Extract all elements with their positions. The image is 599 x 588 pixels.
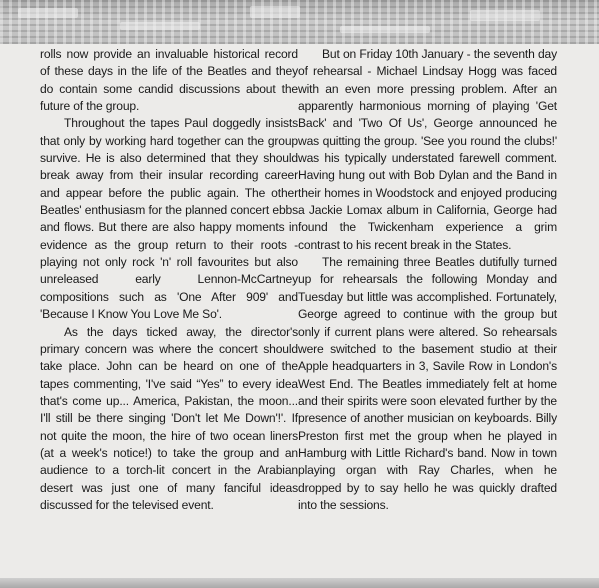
header-texture-patch [470,10,540,21]
right-text-column [298,46,557,514]
decorative-footer-band [0,578,599,588]
right-paragraph-2: The remaining three Beatles dutifully turned up for rehearsals the following Monday and Tuesday but little was accomplished. Fortunately, George agreed to continue with the group but only if current plans were altered. So rehearsals were switched to the basement studio at their Apple headquarters in 3, Savile Row in London's West End. The Beatles immediately felt at home and their spirits were soon elevated further by the presence of another musician on keyboards. Billy Preston first met the group when he played in Hamburg with Little Richard's band. Now in town playing organ with Ray Charles, when he dropped by to say hello he was quickly drafted into the sessions. [298,255,557,512]
left-paragraph-2: Throughout the tapes Paul doggedly insists that only by working hard together can the group survive. He is also determined that they should break away from their insular recording career and appear before the public again. The other Beatles' enthusiasm for the planned concert ebbs and flows. But there are also happy moments in evidence as the group return to their roots - playing not only rock 'n' roll favourites but also unreleased early Lennon-McCartney compositions such as 'One After 909' and 'Because I Know You Love Me So'. [40,116,298,322]
decorative-header-band [0,0,599,44]
left-paragraph-1: rolls now provide an invaluable historical record of these days in the life of the Beatles and they do contain some candid discussions about the future of the group. [40,47,298,114]
right-paragraph-1: But on Friday 10th January - the seventh day of rehearsal - Michael Lindsay Hogg was faced with an even more pressing problem. After an apparently harmonious morning of playing 'Get Back' and 'Two Of Us', George announced he was quitting the group. 'See you round the clubs!' was his typically understated farewell comment. Having hung out with Bob Dylan and the Band in their homes in Woodstock and enjoyed producing a Jackie Lomax album in California, George had found the Twickenham experience a grim contrast to his recent break in the States. [298,47,557,252]
header-texture-patch [120,22,200,30]
header-texture-patch [18,8,78,18]
left-text-column [40,46,298,514]
header-texture-patch [340,26,430,33]
left-paragraph-3: As the days ticked away, the director's primary concern was where the concert should take place. John can be heard on one of the tapes commenting, 'I've said “Yes” to every idea that's come up... America, Pakistan, the moon... I'll still be there singing 'Don't let Me Down'!'. If not quite the moon, the hire of two ocean liners (at a week's notice!) to take the group and an audience to a torch-lit concert in the Arabian desert was just one of many fanciful ideas discussed for the televised event. [40,324,298,512]
header-texture-patch [250,6,300,18]
